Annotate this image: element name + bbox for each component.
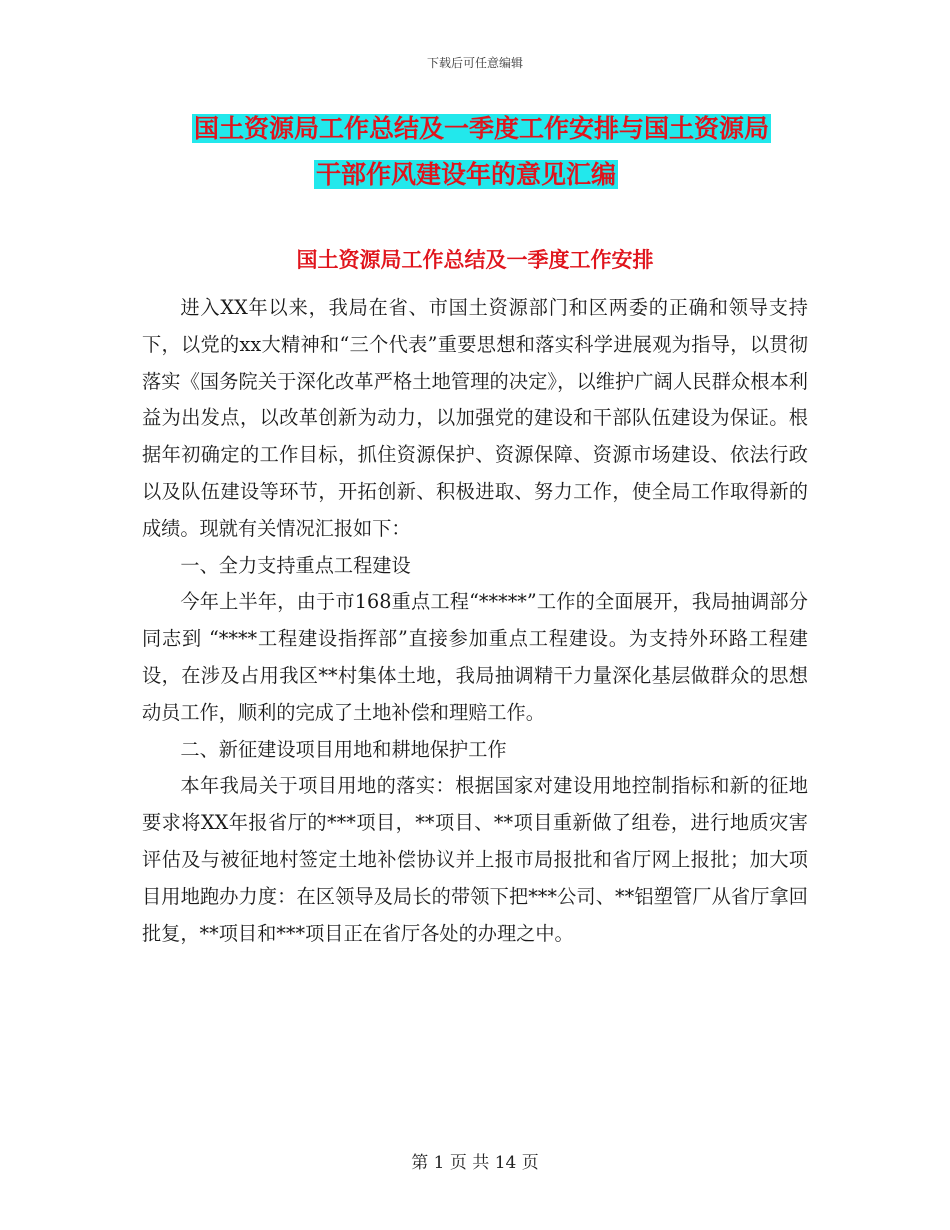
title-line-1-text: 国土资源局工作总结及一季度工作安排与国土资源局 <box>194 114 770 143</box>
page-number-footer: 第 1 页 共 14 页 <box>411 1153 539 1173</box>
page-header-note: 下载后可任意编辑 <box>426 56 523 70</box>
section-heading-1: 一、全力支持重点工程建设 <box>180 553 411 577</box>
title-line-2-text: 干部作风建设年的意见汇编 <box>316 160 617 189</box>
section-title: 国土资源局工作总结及一季度工作安排 <box>296 248 654 272</box>
body-paragraph-2: 本年我局关于项目用地的落实：根据国家对建设用地控制指标和新的征地要求将XX年报省厅的***项目，**项目、**项目重新做了组卷，进行地质灾害评估及与被征地村签定土地补偿协议并上报市局报批和省厅网上报批；加大项目用地跑办力度：在区领导及局长的带领下把***公司、**铝塑管厂从省厅拿回批复，**项目和***项目正在省厅各处的办理之中。 <box>142 774 808 945</box>
document-body <box>142 290 808 952</box>
body-paragraph-intro: 进入XX年以来，我局在省、市国土资源部门和区两委的正确和领导支持下，以党的xx大精神和“三个代表”重要思想和落实科学进展观为指导，以贯彻落实《国务院关于深化改革严格土地管理的决定》，以维护广阔人民群众根本利益为出发点，以改革创新为动力，以加强党的建设和干部队伍建设为保证。根据年初确定的工作目标，抓住资源保护、资源保障、资源市场建设、依法行政以及队伍建设等环节，开拓创新、积极进取、努力工作，使全局工作取得新的成绩。现就有关情况汇报如下： <box>142 296 808 540</box>
section-heading-2: 二、新征建设项目用地和耕地保护工作 <box>180 737 507 761</box>
title-line-2 <box>140 154 820 196</box>
body-paragraph-1: 今年上半年，由于市168重点工程“*****”工作的全面展开，我局抽调部分同志到 “****工程建设指挥部”直接参加重点工程建设。为支持外环路工程建设，在涉及占用我区**村集体土地，我局抽调精干力量深化基层做群众的思想动员工作，顺利的完成了土地补偿和理赔工作。 <box>142 590 808 724</box>
title-line-1 <box>140 108 820 150</box>
document-title <box>140 108 820 200</box>
